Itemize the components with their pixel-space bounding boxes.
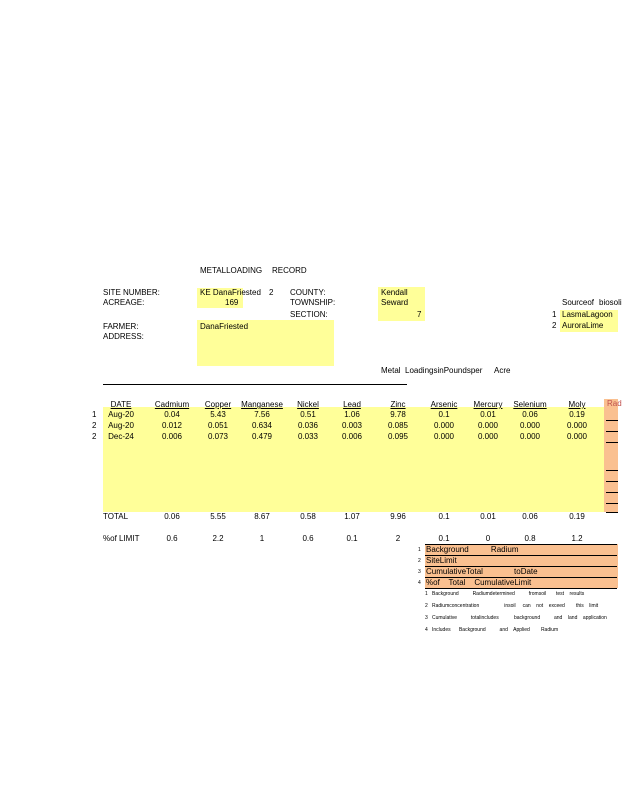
total-lead: 1.07 — [344, 512, 360, 521]
limit-copper: 2.2 — [212, 534, 224, 543]
limit-lead: 0.1 — [346, 534, 358, 543]
cell-arsenic[interactable]: 0.1 — [438, 410, 450, 419]
cell-mercury[interactable]: 0.01 — [480, 410, 496, 419]
header-zinc: Zinc — [390, 400, 406, 409]
source-name-2: AuroraLime — [562, 321, 604, 330]
limit-selenium: 0.8 — [524, 534, 536, 543]
source-name-1: LasmaLagoon — [562, 310, 613, 319]
rad-tick — [606, 512, 618, 513]
radium-site-limit[interactable]: SiteLimit — [426, 556, 457, 565]
radium-row-num: 3 — [418, 569, 421, 575]
sources-header-left: Sourceof — [562, 298, 595, 307]
limit-cadmium: 0.6 — [166, 534, 178, 543]
row-source: 2 — [92, 421, 97, 430]
metal-heading-mid: LoadingsinPoundsper — [405, 366, 483, 375]
note-num: 1 — [425, 591, 428, 597]
total-cadmium: 0.06 — [164, 512, 180, 521]
source-num-1: 1 — [552, 310, 557, 319]
header-selenium: Selenium — [513, 400, 547, 409]
cell-zinc[interactable]: 0.095 — [387, 432, 409, 441]
cell-lead[interactable]: 0.006 — [341, 432, 363, 441]
header-nickel: Nickel — [297, 400, 319, 409]
cell-selenium[interactable]: 0.000 — [519, 421, 541, 430]
cell-copper[interactable]: 5.43 — [210, 410, 226, 419]
cell-date[interactable]: Dec-24 — [108, 432, 134, 441]
header-lead: Lead — [343, 400, 361, 409]
cell-cadmium[interactable]: 0.006 — [161, 432, 183, 441]
header-date: DATE — [110, 400, 132, 409]
cell-arsenic[interactable]: 0.000 — [433, 421, 455, 430]
cell-mercury[interactable]: 0.000 — [477, 421, 499, 430]
acreage-label: ACREAGE: — [103, 298, 145, 307]
cell-nickel[interactable]: 0.033 — [297, 432, 319, 441]
cell-mercury[interactable]: 0.000 — [477, 432, 499, 441]
cell-lead[interactable]: 0.003 — [341, 421, 363, 430]
note-num: 4 — [425, 627, 428, 633]
radium-row-num: 4 — [418, 580, 421, 586]
site-number-extra: 2 — [269, 288, 274, 297]
cell-cadmium[interactable]: 0.012 — [161, 421, 183, 430]
rad-tick — [606, 431, 618, 432]
cell-moly[interactable]: 0.000 — [566, 432, 588, 441]
header-cadmium: Cadmium — [154, 400, 190, 409]
total-copper: 5.55 — [210, 512, 226, 521]
radium-cumulative-total[interactable]: CumulativeTotal toDate — [426, 567, 538, 576]
total-manganese: 8.67 — [254, 512, 270, 521]
site-number-label: SITE NUMBER: — [103, 288, 160, 297]
cell-zinc[interactable]: 0.085 — [387, 421, 409, 430]
rad-header: Rad — [607, 399, 622, 408]
title-metal-loading: METALLOADING — [200, 266, 263, 275]
header-manganese: Manganese — [241, 400, 283, 409]
total-selenium: 0.06 — [522, 512, 538, 521]
total-nickel: 0.58 — [300, 512, 316, 521]
header-moly: Moly — [568, 400, 586, 409]
rad-tick — [606, 442, 618, 443]
rad-tick — [606, 481, 618, 482]
cell-moly[interactable]: 0.000 — [566, 421, 588, 430]
note-text: Cumulative totalincludes background and land application — [432, 615, 607, 621]
cell-copper[interactable]: 0.051 — [207, 421, 229, 430]
cell-nickel[interactable]: 0.51 — [300, 410, 316, 419]
limit-arsenic: 0.1 — [438, 534, 450, 543]
row-source: 2 — [92, 432, 97, 441]
township-value: Seward — [381, 298, 409, 307]
county-value: Kendall — [381, 288, 408, 297]
county-label: COUNTY: — [290, 288, 326, 297]
metal-heading-left: Metal — [381, 366, 401, 375]
cell-date[interactable]: Aug-20 — [108, 410, 134, 419]
radium-background[interactable]: Background Radium — [426, 545, 519, 554]
farmer-label: FARMER: — [103, 322, 139, 331]
cell-nickel[interactable]: 0.036 — [297, 421, 319, 430]
cell-copper[interactable]: 0.073 — [207, 432, 229, 441]
radium-line — [425, 588, 617, 589]
total-mercury: 0.01 — [480, 512, 496, 521]
acreage-value: 169 — [225, 298, 239, 307]
header-arsenic: Arsenic — [430, 400, 458, 409]
total-arsenic: 0.1 — [438, 512, 450, 521]
section-value: 7 — [417, 310, 422, 319]
farmer-value: DanaFriested — [200, 322, 249, 331]
header-copper: Copper — [204, 400, 232, 409]
title-record: RECORD — [272, 266, 307, 275]
township-label: TOWNSHIP: — [290, 298, 336, 307]
cell-selenium[interactable]: 0.06 — [522, 410, 538, 419]
limit-zinc: 2 — [395, 534, 401, 543]
total-moly: 0.19 — [569, 512, 585, 521]
sources-header-right: biosoli — [599, 298, 622, 307]
note-num: 2 — [425, 603, 428, 609]
source-num-2: 2 — [552, 321, 557, 330]
rad-tick — [606, 470, 618, 471]
cell-manganese[interactable]: 7.56 — [254, 410, 270, 419]
total-zinc: 9.96 — [390, 512, 406, 521]
row-source: 1 — [92, 410, 97, 419]
note-text: Radiumconcentration insoil can not exceed this limit — [432, 603, 599, 609]
limit-nickel: 0.6 — [302, 534, 314, 543]
rad-column-area — [604, 399, 618, 512]
note-num: 3 — [425, 615, 428, 621]
radium-percent-limit[interactable]: %of Total CumulativeLimit — [426, 578, 532, 587]
metal-heading-right: Acre — [494, 366, 511, 375]
cell-lead[interactable]: 1.06 — [344, 410, 360, 419]
note-text: Includes Background and Applied Radium — [432, 627, 559, 633]
cell-moly[interactable]: 0.19 — [569, 410, 585, 419]
limit-moly: 1.2 — [571, 534, 583, 543]
limit-manganese: 1 — [259, 534, 265, 543]
address-label: ADDRESS: — [103, 332, 144, 341]
radium-row-num: 1 — [418, 547, 421, 553]
rad-tick — [606, 492, 618, 493]
limit-mercury: 0 — [485, 534, 491, 543]
cell-manganese[interactable]: 0.634 — [251, 421, 273, 430]
rad-tick — [606, 503, 618, 504]
cell-cadmium[interactable]: 0.04 — [164, 410, 180, 419]
header-mercury: Mercury — [473, 400, 503, 409]
cell-arsenic[interactable]: 0.000 — [433, 432, 455, 441]
cell-selenium[interactable]: 0.000 — [519, 432, 541, 441]
cell-date[interactable]: Aug-20 — [108, 421, 134, 430]
note-text: Background Radiumdetermined fromsoil test results — [432, 591, 585, 597]
heading-divider — [103, 384, 407, 385]
section-label: SECTION: — [290, 310, 328, 319]
total-label: TOTAL — [103, 512, 129, 521]
limit-label: %of LIMIT — [103, 534, 140, 543]
site-number-value: KE DanaFriested — [200, 288, 261, 297]
cell-manganese[interactable]: 0.479 — [251, 432, 273, 441]
radium-row-num: 2 — [418, 558, 421, 564]
rad-tick — [606, 420, 618, 421]
cell-zinc[interactable]: 9.78 — [390, 410, 406, 419]
